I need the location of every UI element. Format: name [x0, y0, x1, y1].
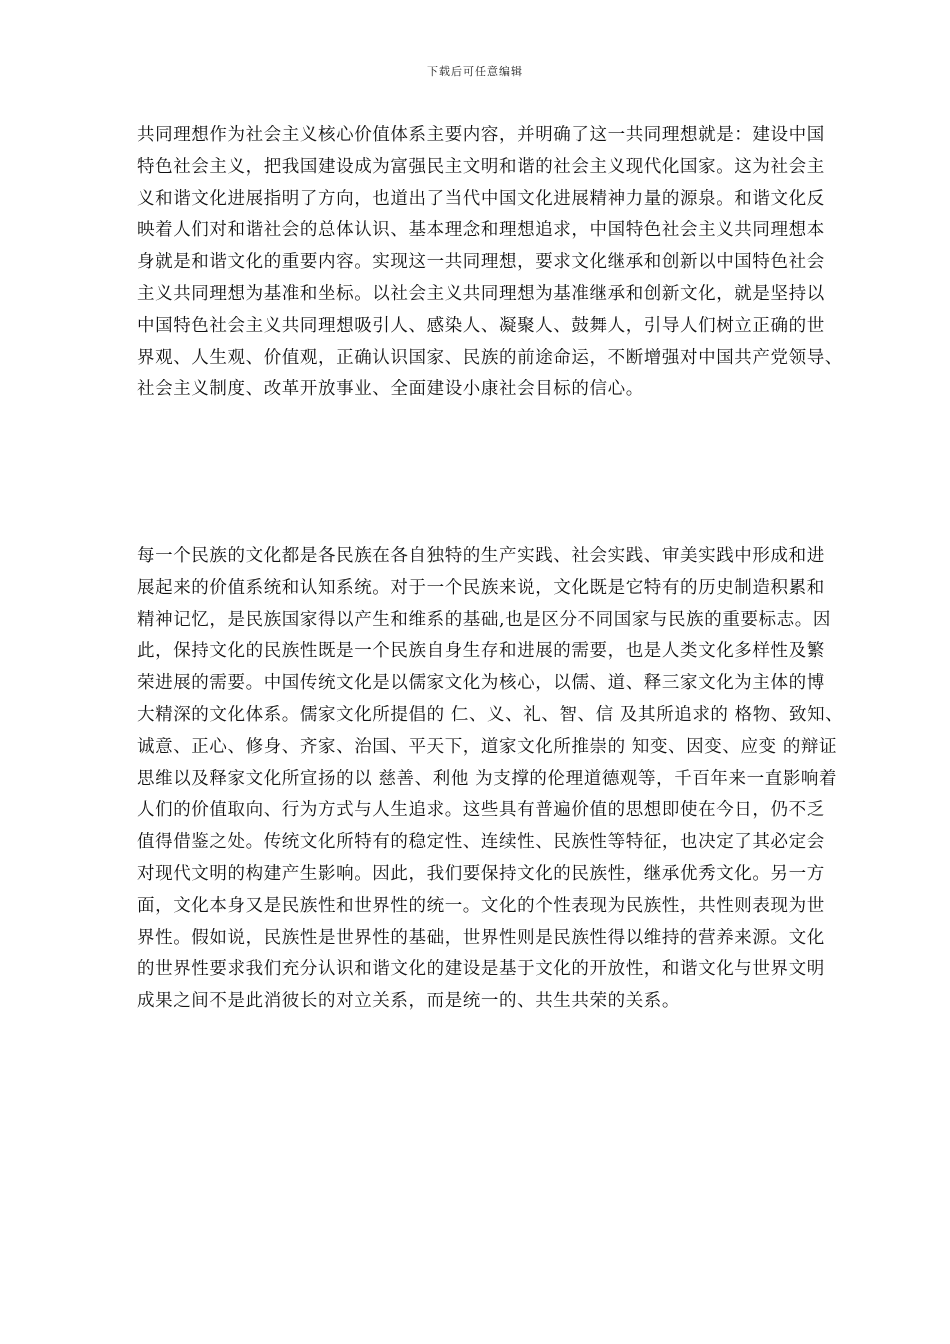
text-line: 身就是和谐文化的重要内容。实现这一共同理想，要求文化继承和创新以中国特色社会 [137, 252, 825, 273]
text-line: 界性。假如说，民族性是世界性的基础，世界性则是民族性得以维持的营养来源。文化 [137, 927, 825, 948]
paragraph-1 [137, 120, 897, 406]
text-line: 对现代文明的构建产生影响。因此，我们要保持文化的民族性，继承优秀文化。另一方 [137, 863, 825, 884]
text-line: 特色社会主义，把我国建设成为富强民主文明和谐的社会主义现代化国家。这为社会主 [137, 156, 825, 177]
text-line: 值得借鉴之处。传统文化所特有的稳定性、连续性、民族性等特征，也决定了其必定会 [137, 832, 825, 853]
paragraph-2 [137, 541, 897, 1018]
text-line: 面，文化本身又是民族性和世界性的统一。文化的个性表现为民族性，共性则表现为世 [137, 895, 825, 916]
text-line: 荣进展的需要。中国传统文化是以儒家文化为核心，以儒、道、释三家文化为主体的博 [137, 673, 825, 694]
text-line: 诚意、正心、修身、齐家、治国、平天下，道家文化所推崇的 知变、因变、应变 的辩证 [137, 736, 838, 757]
text-line: 思维以及释家文化所宣扬的以 慈善、利他 为支撑的伦理道德观等，千百年来一直影响着 [137, 768, 838, 789]
text-line: 映着人们对和谐社会的总体认识、基本理念和理想追求，中国特色社会主义共同理想本 [137, 220, 825, 241]
page-header: 下载后可任意编辑 [427, 65, 523, 78]
text-line: 大精深的文化体系。儒家文化所提倡的 仁、义、礼、智、信 及其所追求的 格物、致知、 [137, 704, 844, 725]
text-line: 此，保持文化的民族性既是一个民族自身生存和进展的需要，也是人类文化多样性及繁 [137, 641, 825, 662]
text-line: 界观、人生观、价值观，正确认识国家、民族的前途命运，不断增强对中国共产党领导、 [137, 347, 843, 368]
text-line: 共同理想作为社会主义核心价值体系主要内容，并明确了这一共同理想就是：建设中国 [137, 125, 825, 145]
text-line: 社会主义制度、改革开放事业、全面建设小康社会目标的信心。 [137, 379, 644, 400]
text-line: 每一个民族的文化都是各民族在各自独特的生产实践、社会实践、审美实践中形成和进 [137, 546, 825, 566]
text-line: 义和谐文化进展指明了方向，也道出了当代中国文化进展精神力量的源泉。和谐文化反 [137, 188, 825, 209]
text-line: 成果之间不是此消彼长的对立关系，而是统一的、共生共荣的关系。 [137, 991, 680, 1012]
text-line: 主义共同理想为基准和坐标。以社会主义共同理想为基准继承和创新文化，就是坚持以 [137, 283, 825, 304]
text-line: 展起来的价值系统和认知系统。对于一个民族来说，文化既是它特有的历史制造积累和 [137, 577, 825, 598]
text-line: 人们的价值取向、行为方式与人生追求。这些具有普遍价值的思想即使在今日，仍不乏 [137, 800, 825, 821]
text-line: 中国特色社会主义共同理想吸引人、感染人、凝聚人、鼓舞人，引导人们树立正确的世 [137, 315, 825, 336]
text-line: 精神记忆，是民族国家得以产生和维系的基础,也是区分不同国家与民族的重要标志。因 [137, 609, 831, 630]
text-line: 的世界性要求我们充分认识和谐文化的建设是基于文化的开放性，和谐文化与世界文明 [137, 959, 825, 980]
